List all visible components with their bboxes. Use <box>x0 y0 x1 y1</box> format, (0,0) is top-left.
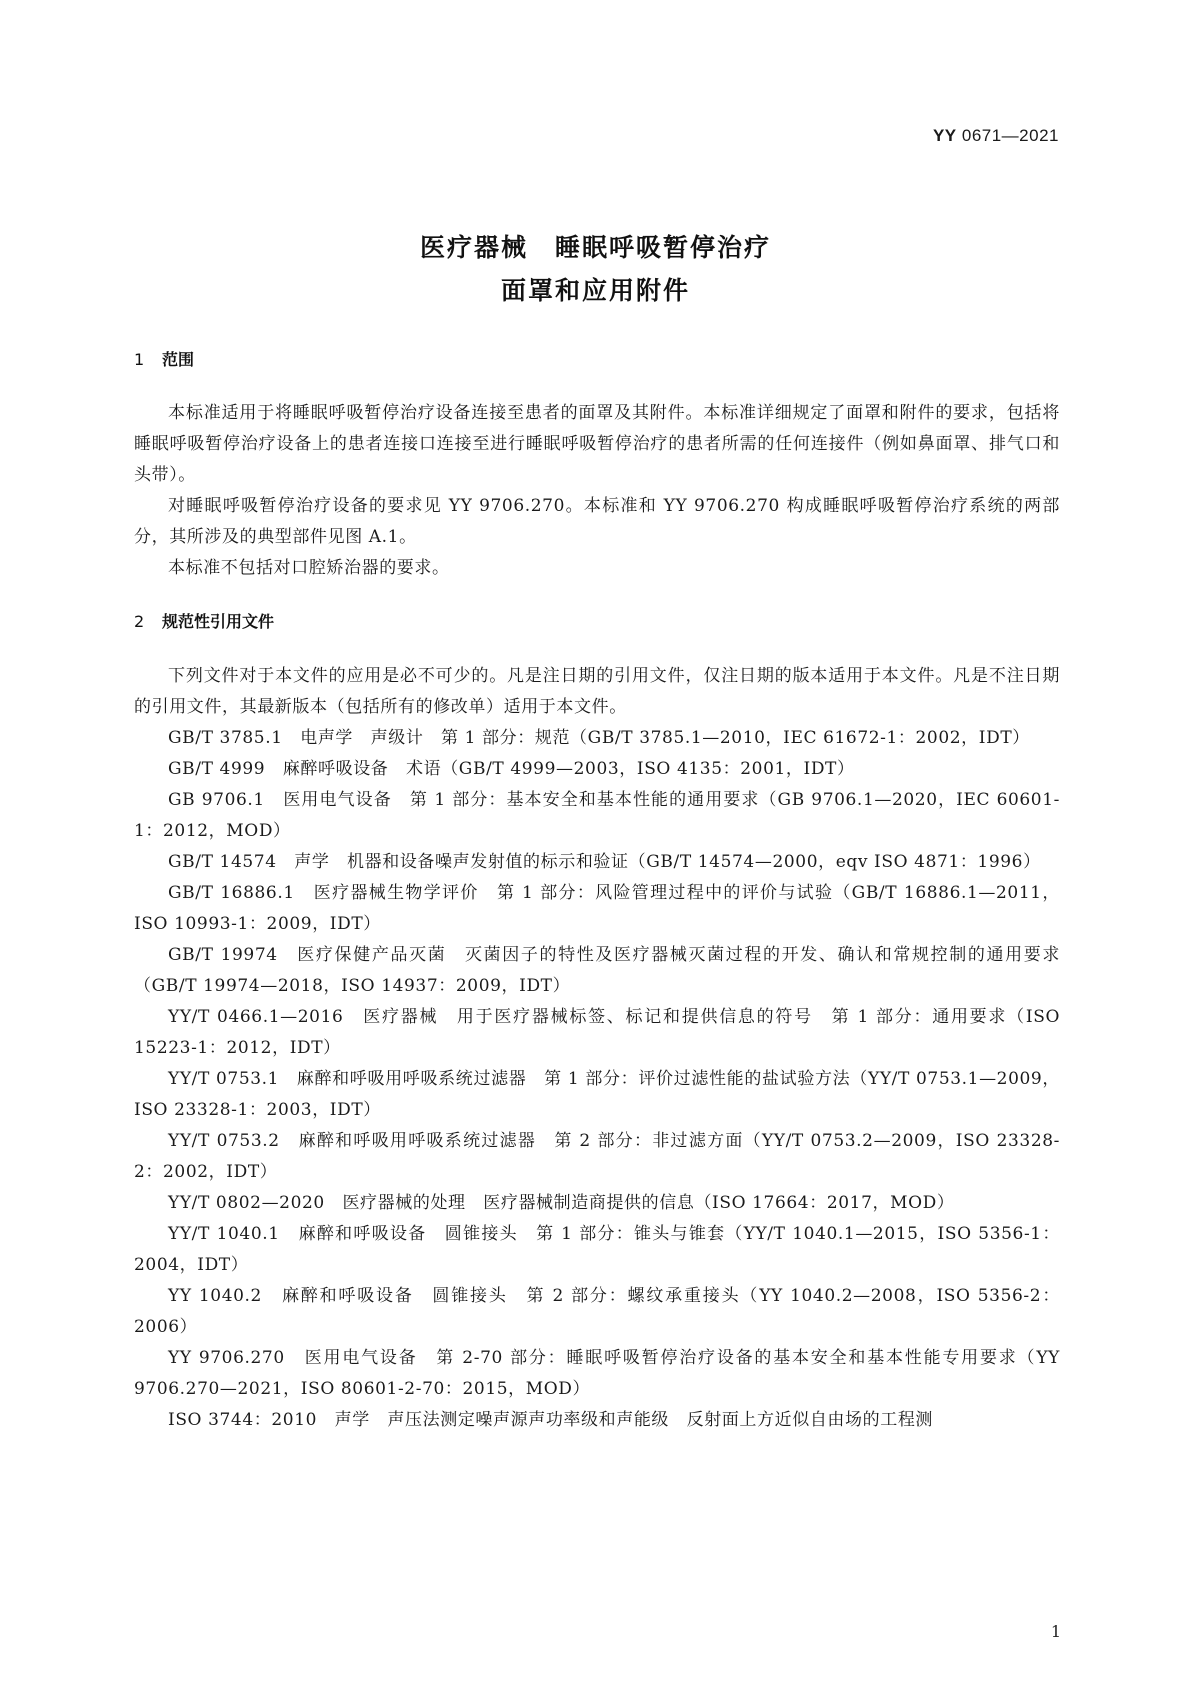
reference-item: GB/T 14574 声学 机器和设备噪声发射值的标示和验证（GB/T 14574—2000，eqv ISO 4871：1996） <box>168 852 1041 872</box>
section-heading-normative-references <box>134 609 274 632</box>
section-scope-body <box>134 398 1060 584</box>
reference-item: GB/T 4999 麻醉呼吸设备 术语（GB/T 4999—2003，ISO 4135：2001，IDT） <box>168 759 855 779</box>
paragraph: 对睡眠呼吸暂停治疗设备的要求见 YY 9706.270。本标准和 YY 9706.270 构成睡眠呼吸暂停治疗系统的两部分，其所涉及的典型部件见图 A.1。 <box>134 496 1060 547</box>
reference-item: GB/T 19974 医疗保健产品灭菌 灭菌因子的特性及医疗器械灭菌过程的开发、确认和常规控制的通用要求（GB/T 19974—2018，ISO 14937：2009，IDT） <box>134 945 1060 996</box>
title-line-1: 医疗器械 睡眠呼吸暂停治疗 <box>419 233 771 262</box>
reference-item: YY 1040.2 麻醉和呼吸设备 圆锥接头 第 2 部分：螺纹承重接头（YY 1040.2—2008，ISO 5356-2：2006） <box>134 1286 1060 1337</box>
document-title <box>0 226 1191 312</box>
reference-item: GB/T 16886.1 医疗器械生物学评价 第 1 部分：风险管理过程中的评价与试验（GB/T 16886.1—2011，ISO 10993-1：2009，IDT） <box>134 883 1060 934</box>
paragraph: 本标准适用于将睡眠呼吸暂停治疗设备连接至患者的面罩及其附件。本标准详细规定了面罩和附件的要求，包括将睡眠呼吸暂停治疗设备上的患者连接口连接至进行睡眠呼吸暂停治疗的患者所需的任何连接件（例如鼻面罩、排气口和头带）。 <box>134 403 1060 485</box>
reference-item: GB/T 3785.1 电声学 声级计 第 1 部分：规范（GB/T 3785.1—2010，IEC 61672-1：2002，IDT） <box>168 728 1030 748</box>
section-references-body <box>134 661 1060 1436</box>
reference-item: YY 9706.270 医用电气设备 第 2-70 部分：睡眠呼吸暂停治疗设备的基本安全和基本性能专用要求（YY 9706.270—2021，ISO 80601-2-70：2015，MOD） <box>134 1348 1060 1399</box>
standard-code-prefix: YY <box>932 126 957 145</box>
reference-item: YY/T 0466.1—2016 医疗器械 用于医疗器械标签、标记和提供信息的符号 第 1 部分：通用要求（ISO 15223-1：2012，IDT） <box>134 1007 1060 1058</box>
paragraph: 下列文件对于本文件的应用是必不可少的。凡是注日期的引用文件，仅注日期的版本适用于本文件。凡是不注日期的引用文件，其最新版本（包括所有的修改单）适用于本文件。 <box>134 666 1060 717</box>
reference-item: ISO 3744：2010 声学 声压法测定噪声源声功率级和声能级 反射面上方近似自由场的工程测 <box>168 1410 934 1430</box>
section-title: 范围 <box>162 350 195 369</box>
title-line-2: 面罩和应用附件 <box>500 276 690 305</box>
page-number: 1 <box>1050 1622 1061 1641</box>
reference-item: YY/T 0802—2020 医疗器械的处理 医疗器械制造商提供的信息（ISO 17664：2017，MOD） <box>168 1193 955 1213</box>
standard-code <box>933 126 1059 146</box>
reference-item: YY/T 0753.2 麻醉和呼吸用呼吸系统过滤器 第 2 部分：非过滤方面（YY/T 0753.2—2009，ISO 23328-2：2002，IDT） <box>134 1131 1060 1182</box>
standard-code-number: 0671—2021 <box>961 126 1059 145</box>
reference-item: YY/T 1040.1 麻醉和呼吸设备 圆锥接头 第 1 部分：锥头与锥套（YY/T 1040.1—2015，ISO 5356-1：2004，IDT） <box>134 1224 1060 1275</box>
reference-item: YY/T 0753.1 麻醉和呼吸用呼吸系统过滤器 第 1 部分：评价过滤性能的盐试验方法（YY/T 0753.1—2009，ISO 23328-1：2003，IDT） <box>134 1069 1060 1120</box>
section-number: 2 <box>134 612 145 631</box>
section-title: 规范性引用文件 <box>162 612 275 631</box>
reference-item: GB 9706.1 医用电气设备 第 1 部分：基本安全和基本性能的通用要求（GB 9706.1—2020，IEC 60601-1：2012，MOD） <box>134 790 1060 841</box>
paragraph: 本标准不包括对口腔矫治器的要求。 <box>168 558 450 578</box>
section-number: 1 <box>134 350 145 369</box>
section-heading-scope <box>134 347 194 370</box>
